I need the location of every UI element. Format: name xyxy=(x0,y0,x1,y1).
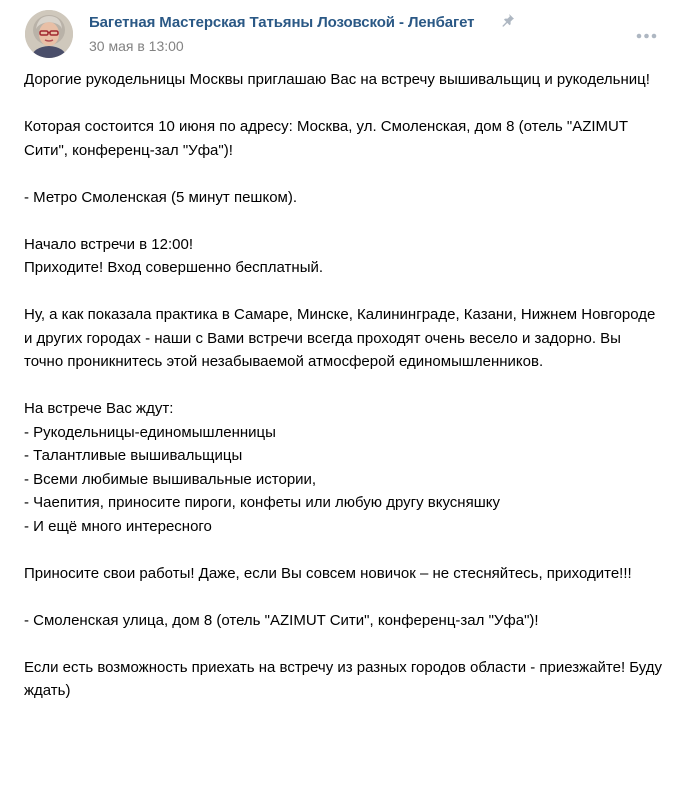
more-icon[interactable] xyxy=(636,33,657,39)
paragraph-spacer xyxy=(24,632,664,656)
post-paragraph: Если есть возможность приехать на встречу из разных городов области - приезжайте! Буду ждать) xyxy=(24,658,663,699)
paragraph-spacer xyxy=(24,585,664,609)
pin-icon xyxy=(501,13,515,27)
post-paragraph: На встрече Вас ждут: - Рукодельницы-единомышленницы - Талантливые вышивальщицы - Всеми любимые вышивальные истории, - Чаепития, приносите пироги, конфеты или любую другу вкусняшку - И ещё много интересного xyxy=(24,400,500,535)
post-paragraph: - Метро Смоленская (5 минут пешком). xyxy=(24,188,298,206)
post-header xyxy=(25,8,683,60)
post-paragraph: Дорогие рукодельницы Москвы приглашаю Вас на встречу вышивальщиц и рукодельниц! xyxy=(24,71,650,88)
post-paragraph: Ну, а как показала практика в Самаре, Минске, Калининграде, Казани, Нижнем Новгороде и других городах - наши с Вами встречи всегда проходят очень весело и задорно. Вы точно проникнитесь этой незабываемой атмосферой единомышленников. xyxy=(24,306,656,370)
author-avatar[interactable] xyxy=(25,10,73,58)
paragraph-spacer xyxy=(24,209,664,233)
author-name-link[interactable]: Багетная Мастерская Татьяны Лозовской - Ленбагет xyxy=(89,14,475,31)
post-date-link[interactable]: 30 мая в 13:00 xyxy=(89,38,184,54)
paragraph-spacer xyxy=(24,538,664,562)
post-paragraph: - Смоленская улица, дом 8 (отель "AZIMUT Сити", конференц-зал "Уфа")! xyxy=(24,611,539,629)
post-text xyxy=(24,68,664,703)
paragraph-spacer xyxy=(24,162,664,186)
paragraph-spacer xyxy=(24,280,664,304)
paragraph-spacer xyxy=(24,374,664,398)
post-paragraph: Которая состоится 10 июня по адресу: Москва, ул. Смоленская, дом 8 (отель "AZIMUT Сити", конференц-зал "Уфа")! xyxy=(24,118,628,159)
post-paragraph: Приносите свои работы! Даже, если Вы совсем новичок – не стесняйтесь, приходите!!! xyxy=(24,564,632,582)
paragraph-spacer xyxy=(24,92,664,116)
post-paragraph: Начало встречи в 12:00! Приходите! Вход совершенно бесплатный. xyxy=(24,235,324,276)
author-photo-icon xyxy=(25,10,73,58)
